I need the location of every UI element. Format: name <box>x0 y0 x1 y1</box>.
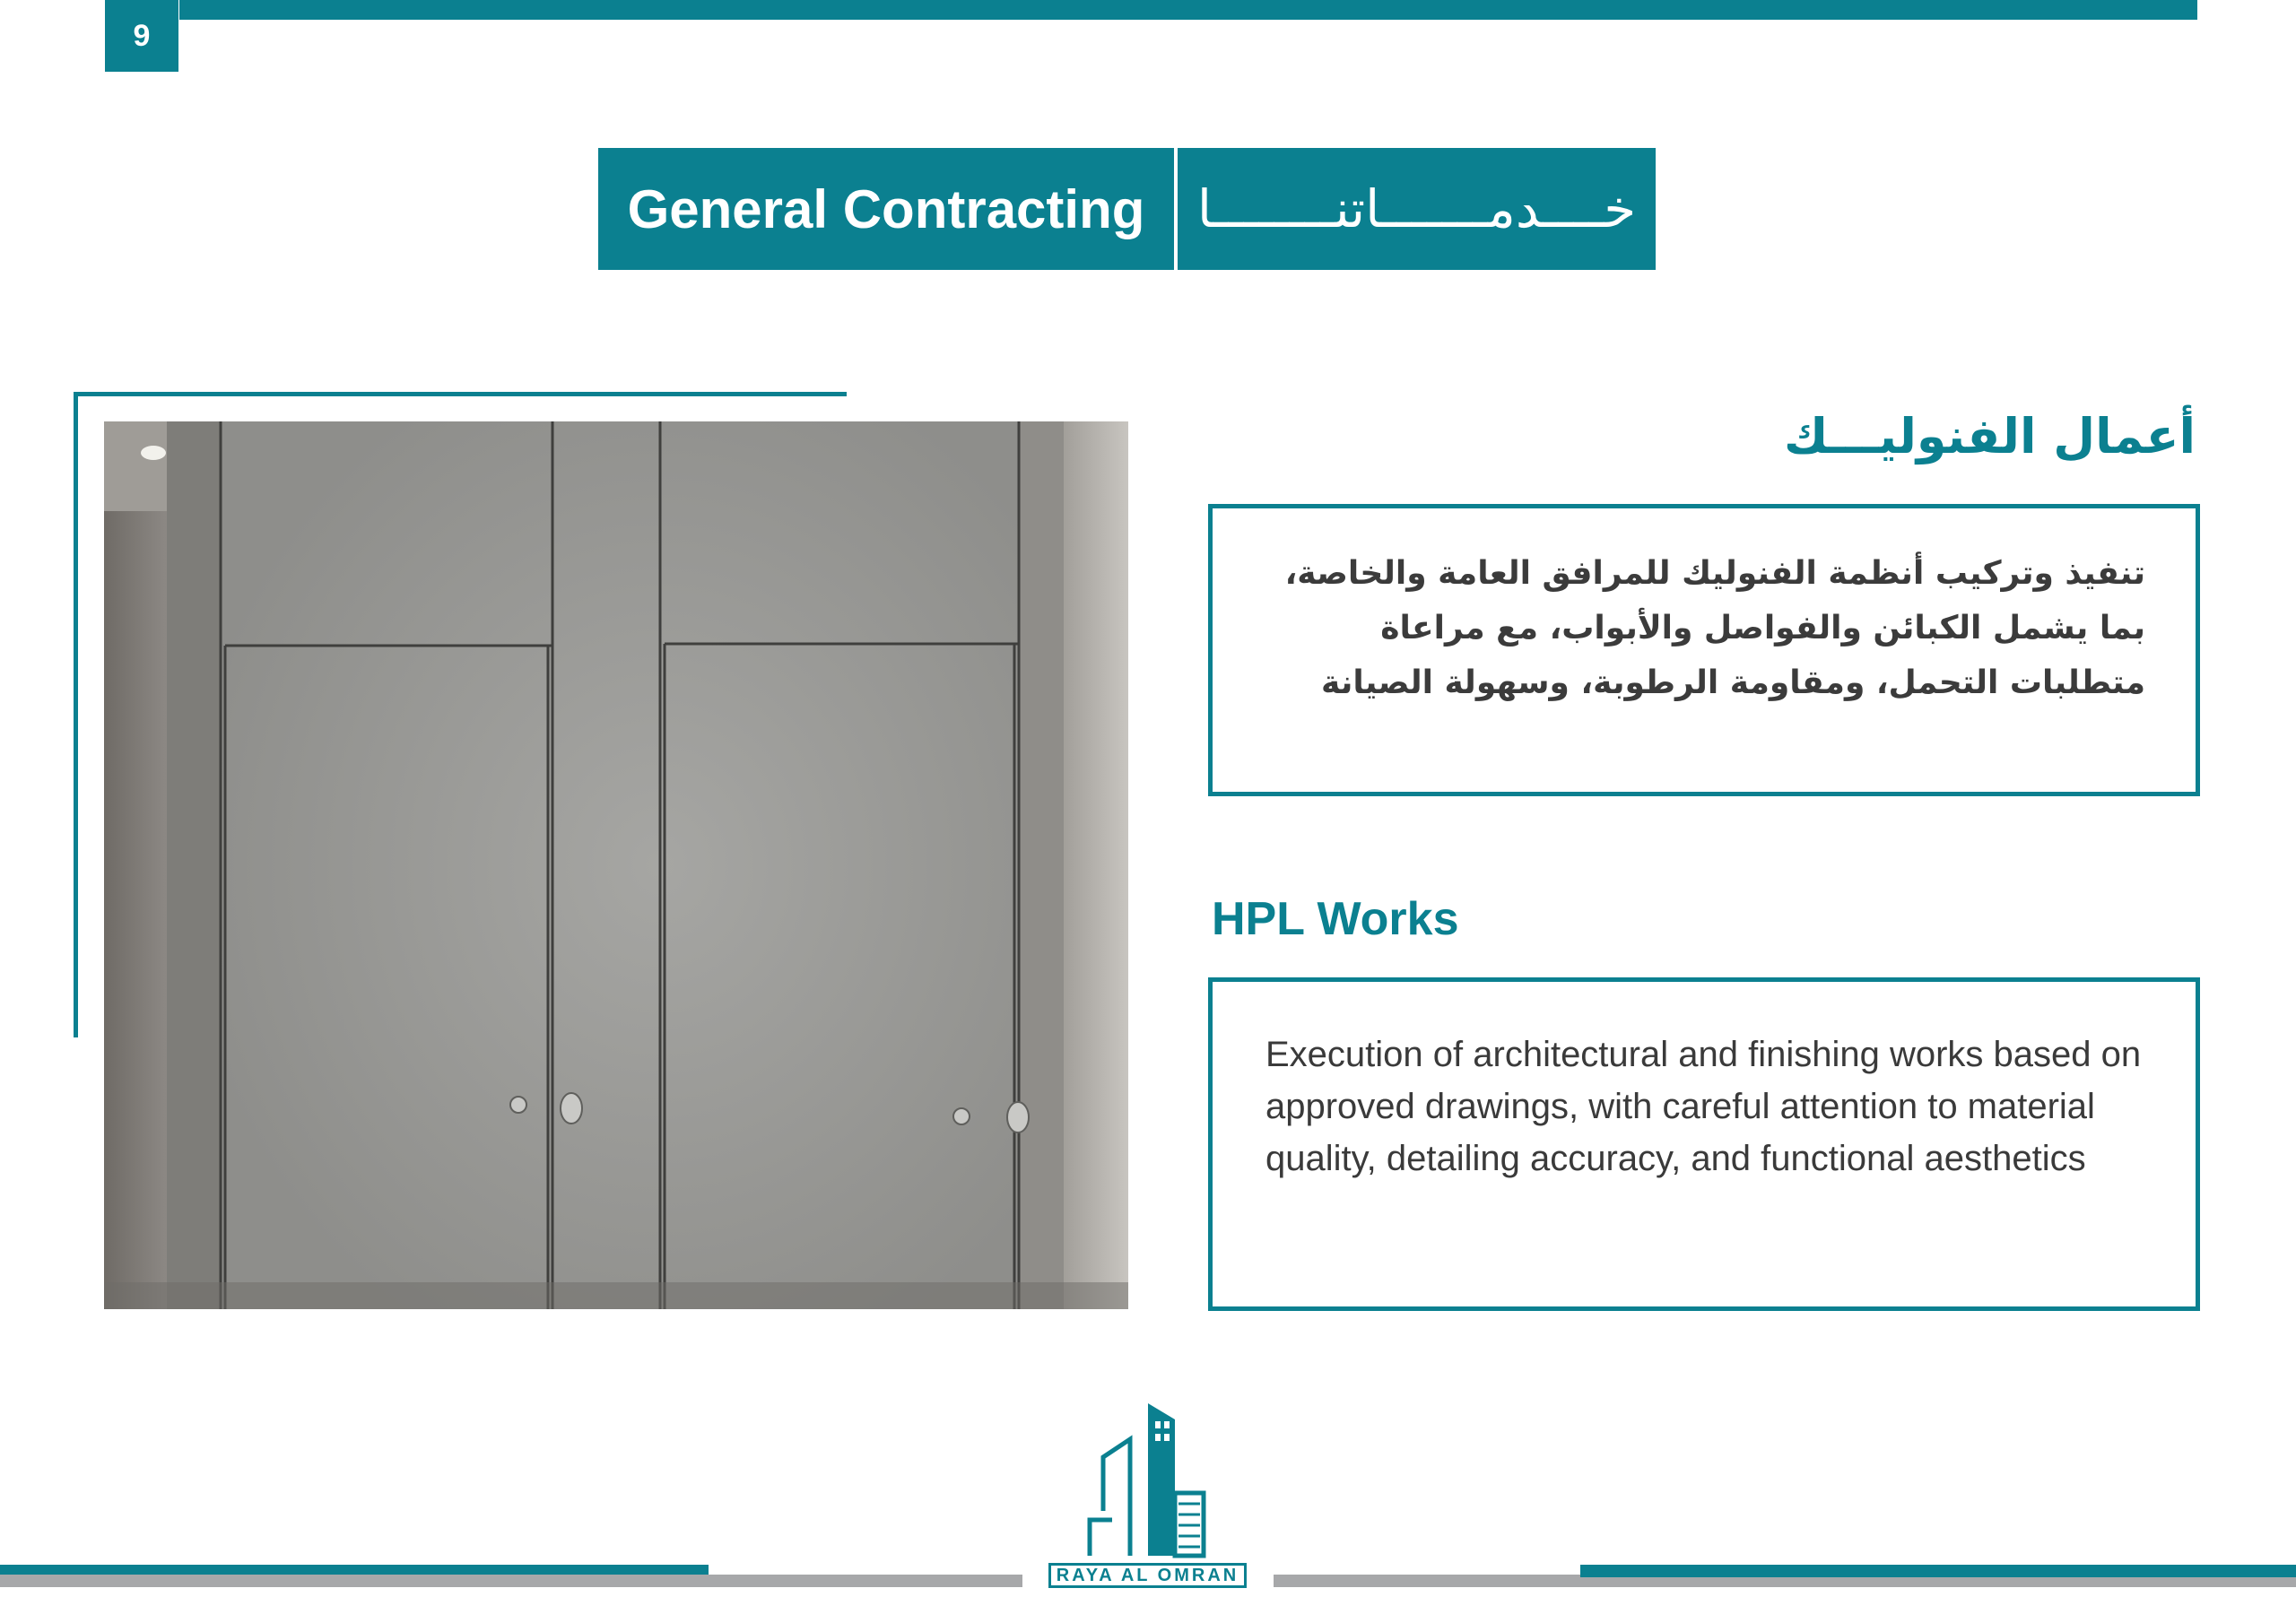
logo-buildings-icon <box>1040 1394 1256 1565</box>
section-heading-english: HPL Works <box>1212 893 1459 945</box>
arabic-description-box <box>1208 504 2200 796</box>
page-number: 9 <box>105 0 178 72</box>
company-logo <box>1040 1394 1256 1592</box>
hpl-doors-photo <box>104 421 1128 1309</box>
english-description-text: Execution of architectural and finishing works based on approved drawings, with careful attention to material quality, detailing accuracy, and functional aesthetics <box>1265 1035 2142 1178</box>
page-title-english: General Contracting <box>598 148 1174 270</box>
footer-bar-teal-right <box>1580 1565 2296 1577</box>
top-accent-bar <box>179 0 2197 20</box>
footer-bar-gray-left <box>0 1575 1022 1587</box>
english-description-box <box>1208 977 2200 1311</box>
page-title-arabic: خــــدمـــــــاتنــــــــا <box>1178 148 1656 270</box>
logo-wordmark: RAYA AL OMRAN <box>1048 1563 1247 1588</box>
section-heading-arabic: أعمال الفنوليـــك <box>1783 408 2196 464</box>
arabic-description-text: تنفيذ وتركيب أنظمة الفنوليك للمرافق العامة والخاصة، بما يشمل الكبائن والفواصل والأبواب، مع مراعاة متطلبات التحمل، ومقاومة الرطوبة، وسهولة الصيانة <box>1284 555 2145 701</box>
